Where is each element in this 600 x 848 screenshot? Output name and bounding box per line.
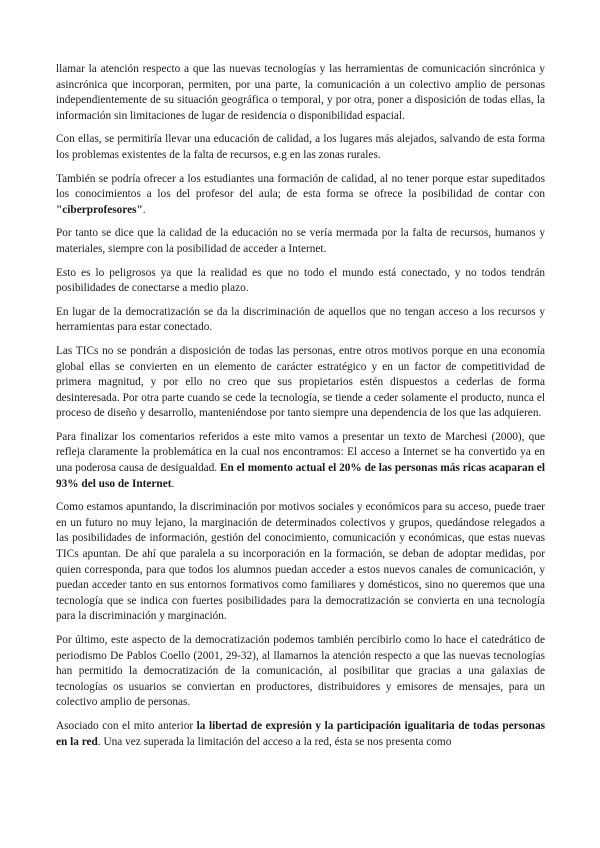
- text-run: Por tanto se dice que la calidad de la educación no se vería mermada por la falta de recursos, humanos y materiales, siempre con la posibilidad de acceder a Internet.: [56, 227, 545, 255]
- text-run: Para finalizar los comentarios referidos a este mito vamos a presentar un texto de Marchesi (2000), que refleja claramente la problemática en la cual nos encontramos: El acceso a Internet se ha convertido ya en una poderosa causa de desigualdad.: [56, 430, 545, 475]
- paragraph: [56, 266, 545, 297]
- paragraph: [56, 344, 545, 422]
- bold-text-run: "ciberprofesores": [56, 203, 143, 216]
- text-run: .: [142, 203, 146, 216]
- text-run: Esto es lo peligrosos ya que la realidad es que no todo el mundo está conectado, y no todos tendrán posibilidades de conectarse a medio plazo.: [56, 266, 545, 295]
- text-run: También se podría ofrecer a los estudiantes una formación de calidad, al no tener porque estar supeditados los conocimientos a los del profesor del aula; de esta forma se ofrece la posibilidad de contar con: [56, 172, 545, 201]
- text-run: Como estamos apuntando, la discriminación por motivos sociales y económicos para su acceso, puede traer en un futuro no muy lejano, la marginación de determinados colectivos y grupos, quedándose relegados a las posibilidades de información, gestión del conocimiento, comunicación y económicas, que estas nuevas TICs apuntan. De ahí que paralela a su incorporación en la formación, se deban de adoptar medidas, por quien corresponda, para que todos los alumnos puedan acceder a estos nuevos canales de comunicación, y puedan acceder tanto en sus entornos formativos como familiares y domésticos, sino no queremos que una tecnología que se indica con fuertes posibilidades para la democratización se convierta en una tecnología para la discriminación y marginación.: [56, 501, 545, 623]
- paragraph: [56, 500, 545, 625]
- text-run: .: [171, 477, 175, 490]
- text-run: Por último, este aspecto de la democratización podemos también percibirlo como lo hace el catedrático de periodismo De Pablos Coello (2001, 29-32), al llamarnos la atención respecto a que las nuevas tecnologías han permitido la democratización de la comunicación, al posibilitar que gracias a una galaxias de tecnologías os usuarios se conviertan en productores, distribuidores y emisores de mensajes, para un colectivo amplio de personas.: [56, 634, 545, 709]
- paragraph: [56, 305, 545, 336]
- text-run: llamar la atención respecto a que las nuevas tecnologías y las herramientas de comunicación sincrónica y asincrónica que incorporan, permiten, por una parte, la comunicación a un colectivo amplio de personas independientemente de su situación geográfica o temporal, y por otra, poner a disposición de todas ellas, la información sin limitaciones de lugar de residencia o disponibilidad espacial.: [56, 63, 545, 122]
- text-run: Las TICs no se pondrán a disposición de todas las personas, entre otros motivos porque en una economía global ellas se convierten en un elemento de carácter estratégico y en un factor de competitividad de primera magnitud, y por ello no creo que sus propietarios estén dispuestos a cederlas de forma desinteresada. Por otra parte cuando se cede la tecnología, se tiende a ceder solamente el producto, nunca el proceso de diseño y desarrollo, manteniéndose por tanto siempre una dependencia de los que las adquieren.: [56, 344, 545, 420]
- paragraph: [56, 172, 545, 219]
- document-page: [56, 62, 545, 758]
- bold-text-run: la libertad de expresión y la participación igualitaria de todas personas en la red: [56, 719, 545, 748]
- paragraph: [56, 132, 545, 163]
- paragraph: [56, 719, 545, 750]
- paragraph: [56, 633, 545, 711]
- text-run: . Una vez superada la limitación del acceso a la red, ésta se nos presenta como: [97, 735, 452, 748]
- text-run: En lugar de la democratización se da la discriminación de aquellos que no tengan acceso a los recursos y herramientas para estar conectado.: [56, 305, 545, 334]
- text-run: Asociado con el mito anterior: [56, 719, 197, 732]
- paragraph: [56, 430, 545, 492]
- text-run: Con ellas, se permitiría llevar una educación de calidad, a los lugares más alejados, salvando de esta forma los problemas existentes de la falta de recursos, e.g en las zonas rurales.: [56, 133, 545, 161]
- bold-text-run: En el momento actual el 20% de las personas más ricas acaparan el 93% del uso de Internet: [56, 462, 545, 490]
- paragraph: [56, 62, 545, 124]
- paragraph: [56, 226, 545, 257]
